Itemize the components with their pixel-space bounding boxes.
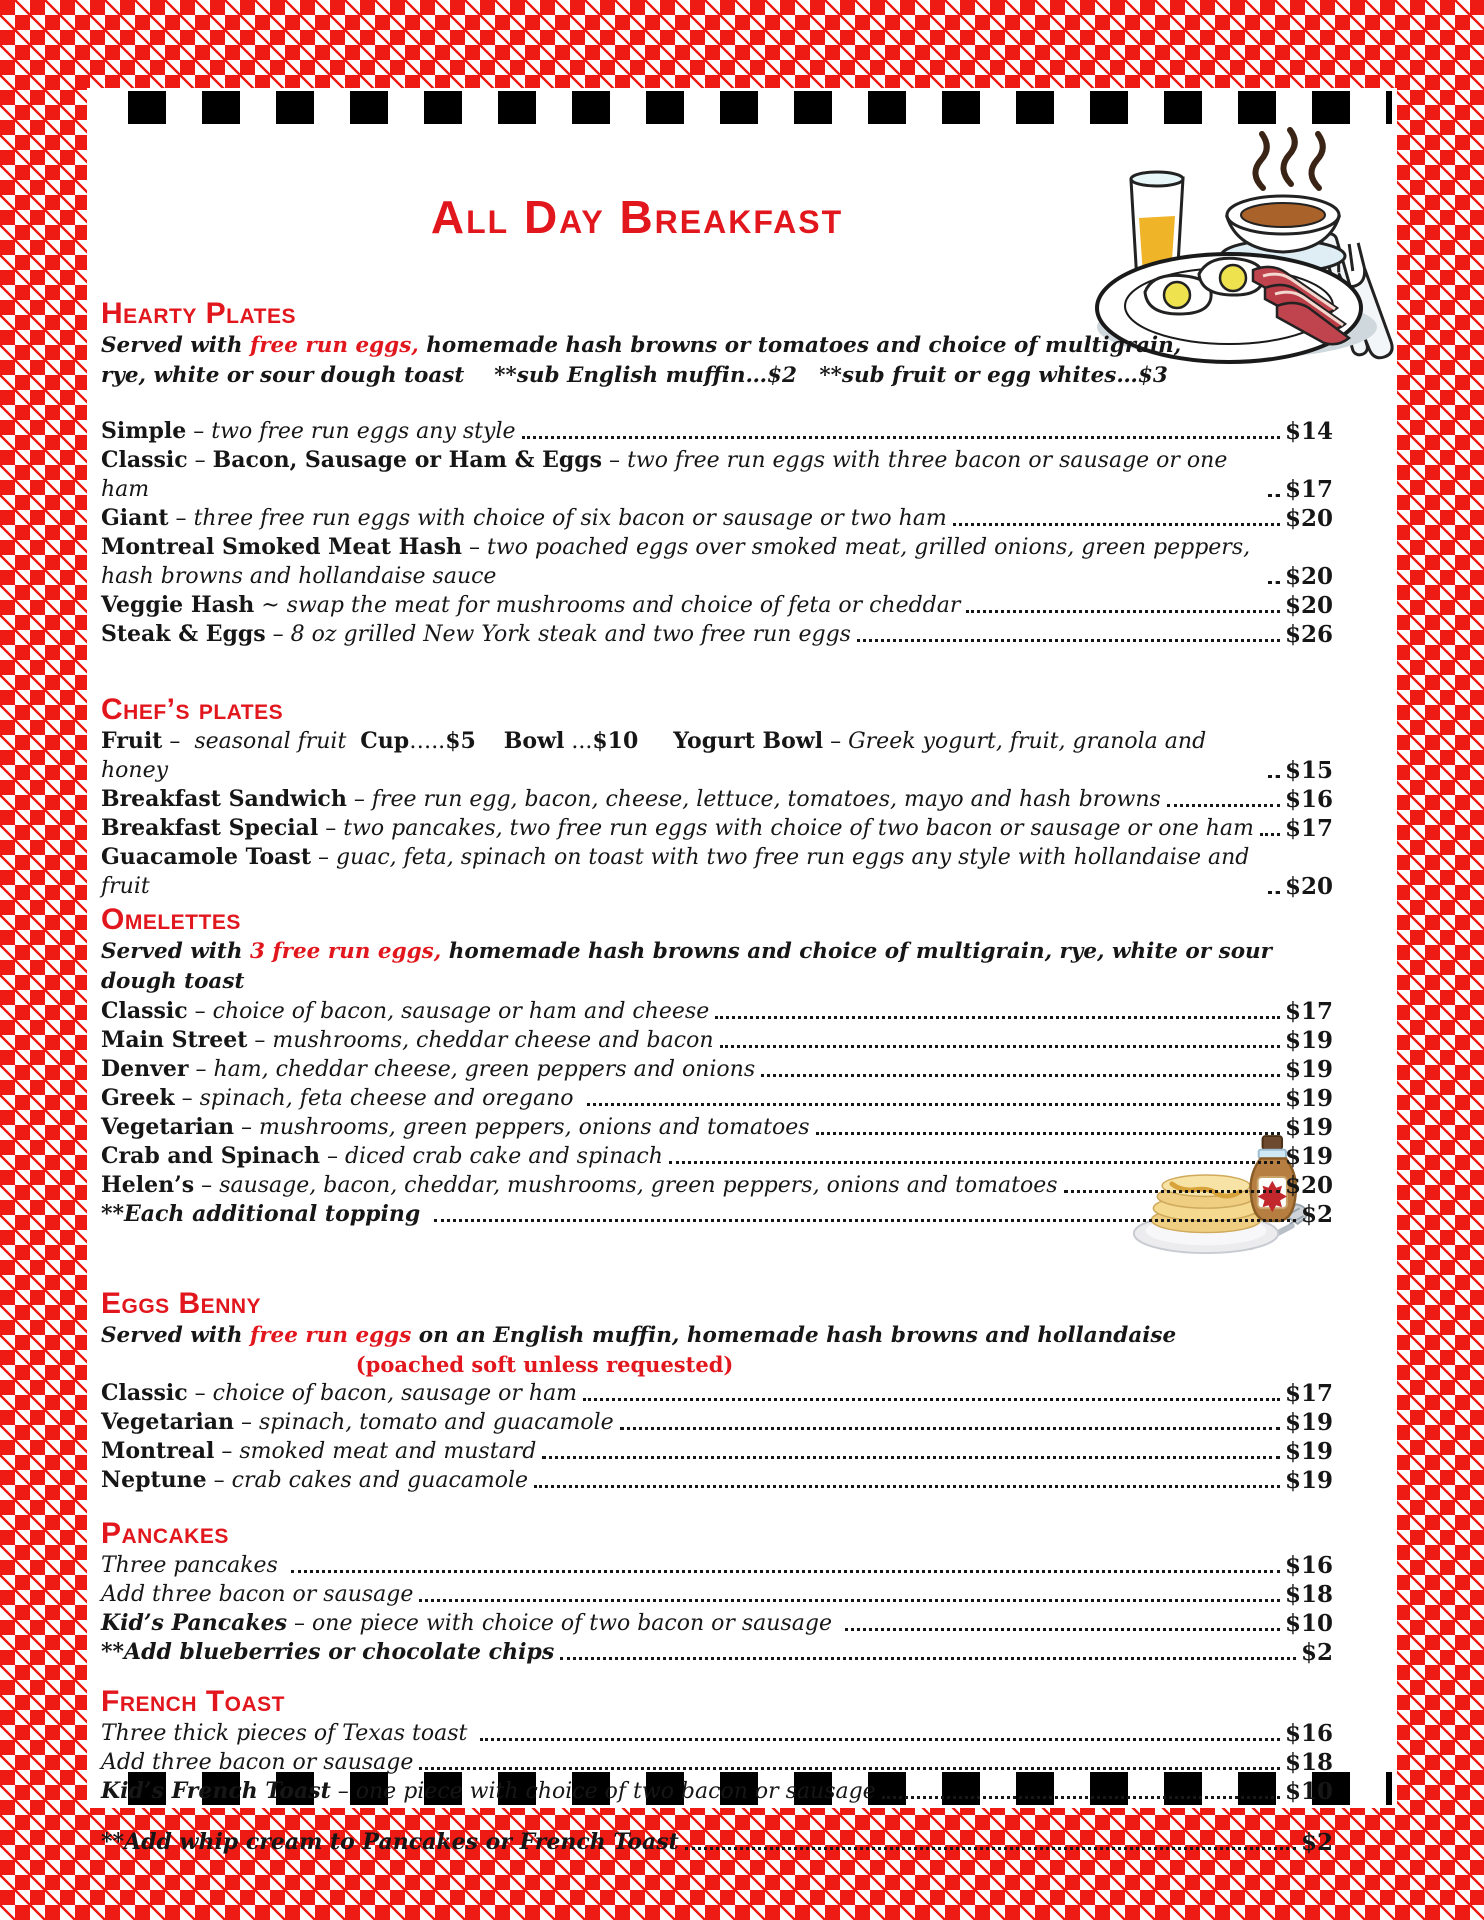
item-price: $17 [1284,815,1333,842]
item-description: Three thick pieces of Texas toast [101,1721,475,1746]
item-description: spinach, feta cheese and oregano [199,1086,581,1111]
item-description: diced crab cake and spinach [344,1144,663,1169]
section-title: Eggs Benny [101,1287,262,1320]
menu-item [101,785,1333,814]
item-description: crab cakes and guacamole [231,1468,529,1493]
item-text [101,1055,755,1084]
item-text [101,620,851,649]
section-intro-line [101,361,1333,391]
item-text [101,843,1262,901]
item-text [101,1580,413,1609]
item-text [101,1113,810,1142]
dot-leader [720,1045,1280,1048]
item-description: two poached eggs over smoked meat, grilled onions, green peppers, hash browns and hollandaise sauce [101,535,1258,589]
menu-item [101,1828,1333,1857]
item-description: – [287,1611,313,1636]
menu-item [101,1719,1333,1748]
item-description: Three pancakes [101,1553,285,1578]
section-intro-line [101,937,1333,997]
dot-leader [522,436,1280,439]
menu-item [101,504,1333,533]
item-price: $19 [1284,1027,1333,1054]
item-name: Vegetarian [101,1114,235,1140]
item-name: Kid’s French Toast [101,1778,331,1804]
menu-item [101,997,1333,1026]
dot-leader [1268,494,1280,497]
section-note: (poached soft unless requested) [355,1352,734,1377]
item-price: $16 [1284,1720,1333,1747]
item-text [101,1719,474,1748]
item-price: $16 [1284,1552,1333,1579]
menu-item [101,727,1333,785]
item-description: – [462,535,488,560]
item-text [101,504,947,533]
item-description: – [186,419,212,444]
menu-item [101,1142,1333,1171]
section-intro-line [101,1321,1333,1351]
item-text [101,1437,536,1466]
intro-text: on an English muffin, homemade hash browns and hollandaise [411,1323,1177,1348]
section-title: Omelettes [101,903,241,936]
item-description: – [206,1468,232,1493]
menu-item [101,1026,1333,1055]
item-price: $10 [1284,1610,1333,1637]
item-name: Montreal [101,1438,215,1464]
item-name: Cup [360,728,410,754]
intro-text: Served with [101,939,250,964]
item-description: Add three bacon or sausage [101,1750,414,1775]
item-description: – [310,845,336,870]
menu-item [101,1408,1333,1437]
section-eggs-benny [101,1287,1333,1495]
dot-leader [419,1599,1280,1602]
item-name: **Each additional topping [101,1201,428,1227]
item-text [101,591,960,620]
item-description: two free run eggs any style [211,419,516,444]
item-name: **Add whip cream to Pancakes or French Toast [101,1829,679,1855]
item-description: – [187,1381,213,1406]
menu-item [101,620,1333,649]
item-price: $2 [1300,1201,1333,1228]
item-price: $14 [1284,418,1333,445]
item-name: Crab and Spinach [101,1143,320,1169]
dot-leader [816,1132,1280,1135]
item-description: – [194,1173,220,1198]
menu-item [101,1379,1333,1408]
item-name: Bacon, Sausage or Ham & Eggs [212,447,603,473]
item-name: Fruit [101,728,163,754]
dot-leader [587,1103,1280,1106]
section-chefs-plates [101,693,1333,901]
dot-leader [583,1398,1280,1401]
dot-leader [761,1074,1280,1077]
item-text [101,446,1262,504]
item-name: Simple [101,418,187,444]
menu-item [101,1171,1333,1200]
item-name: Guacamole Toast [101,844,311,870]
item-name: Classic [101,447,188,473]
dot-leader [1167,804,1280,807]
menu-item [101,1055,1333,1084]
item-description: – [823,729,849,754]
menu-page [87,88,1397,1856]
section-pancakes [101,1517,1333,1667]
dot-leader [882,1796,1280,1799]
section-intro-line [101,331,1333,361]
item-name: Denver [101,1056,189,1082]
item-description: smoked meat and mustard [239,1439,537,1464]
item-name: Main Street [101,1027,248,1053]
item-price: $26 [1284,621,1333,648]
item-description: – [346,787,372,812]
item-price: $20 [1284,1172,1333,1199]
section-title: Pancakes [101,1517,229,1550]
item-description: – [318,816,344,841]
item-name: $10 [592,728,639,754]
item-price: $20 [1284,873,1333,900]
item-description: – [319,1144,345,1169]
item-name: Helen’s [101,1172,195,1198]
item-name: Bowl [503,728,565,754]
item-text [101,533,1262,591]
item-text [101,997,709,1026]
intro-text: Served with [101,1323,250,1348]
item-price: $20 [1284,563,1333,590]
item-name: Neptune [101,1467,207,1493]
dot-leader [419,1767,1280,1770]
item-name: Yogurt Bowl [673,728,824,754]
item-name: Breakfast Special [101,815,319,841]
item-description: – [162,729,195,754]
item-price: $17 [1284,1380,1333,1407]
item-description: mushrooms, green peppers, onions and tomatoes [259,1115,810,1140]
dot-leader [434,1219,1296,1222]
item-text [101,1084,581,1113]
item-description: – [234,1410,260,1435]
item-text [101,1609,839,1638]
item-description: one piece with choice of two bacon or sausage [355,1779,876,1804]
item-description: – [187,448,213,473]
item-description: ham, cheddar cheese, green peppers and onions [213,1057,756,1082]
item-text [101,1171,1058,1200]
item-price: $19 [1284,1143,1333,1170]
item-description: two free run eggs with three bacon or sausage or one ham [101,448,1235,502]
item-text [101,1466,528,1495]
item-price: $2 [1300,1829,1333,1856]
item-name: Giant [101,505,169,531]
dot-leader [953,523,1280,526]
item-description: Greek yogurt, fruit, granola and honey [101,729,1214,783]
item-price: $19 [1284,1409,1333,1436]
item-name: Breakfast Sandwich [101,786,347,812]
item-description: mushrooms, cheddar cheese and bacon [272,1028,714,1053]
menu-item [101,591,1333,620]
item-description: sausage, bacon, cheddar, mushrooms, green peppers, onions and tomatoes [219,1173,1058,1198]
item-description: ... [564,729,593,754]
item-price: $18 [1284,1581,1333,1608]
item-description: guac, feta, spinach on toast with two free run eggs any style with hollandaise and fruit [101,845,1257,899]
item-description: – [330,1779,356,1804]
item-text [101,1551,285,1580]
menu-item [101,1638,1333,1667]
section-title: Hearty Plates [101,297,296,330]
item-text [101,417,516,446]
item-price: $17 [1284,476,1333,503]
menu-item [101,843,1333,901]
item-text [101,1142,663,1171]
item-text [101,1379,577,1408]
menu-item [101,1437,1333,1466]
menu-content [87,127,1397,1856]
section-title: Chef’s plates [101,693,284,726]
item-name: Steak & Eggs [101,621,266,647]
dot-leader [845,1628,1280,1631]
item-description [476,729,504,754]
item-text [101,785,1161,814]
page-title: All Day Breakfast [430,191,844,243]
dot-leader [1268,891,1280,894]
item-text [101,727,1262,785]
dot-leader [669,1161,1280,1164]
item-price: $19 [1284,1056,1333,1083]
dot-leader [715,1016,1280,1019]
menu-sections [101,297,1333,1857]
item-price: $20 [1284,505,1333,532]
item-description: – [188,1057,214,1082]
menu-item [101,1609,1333,1638]
item-name: $5 [445,728,476,754]
item-description [638,729,673,754]
menu-item [101,1748,1333,1777]
dot-leader [857,639,1280,642]
item-description: 8 oz grilled New York steak and two free run eggs [290,622,851,647]
item-name: Classic [101,998,188,1024]
item-description: seasonal fruit [194,729,361,754]
item-text [101,1408,614,1437]
intro-highlight: free run eggs [249,1323,412,1348]
menu-item [101,1580,1333,1609]
menu-item [101,533,1333,591]
item-name: Greek [101,1085,175,1111]
item-name: Veggie Hash [101,592,255,618]
item-description: – [187,999,213,1024]
item-description: swap the meat for mushrooms and choice of feta or cheddar [286,593,961,618]
item-description: – [174,1086,200,1111]
intro-text: homemade hash browns or tomatoes and choice of multigrain, [418,333,1182,358]
item-text [101,814,1254,843]
item-text [101,1200,428,1229]
dot-leader [1260,833,1280,836]
item-price: $16 [1284,786,1333,813]
item-description: – [247,1028,273,1053]
item-description: – [602,448,628,473]
section-hearty-plates [101,297,1333,649]
dot-leader [620,1427,1280,1430]
menu-item [101,1777,1333,1806]
item-price: $19 [1284,1467,1333,1494]
dot-leader [534,1485,1280,1488]
item-name: Classic [101,1380,188,1406]
item-text [101,1026,714,1055]
item-price: $19 [1284,1114,1333,1141]
item-text [101,1638,554,1667]
item-description: free run egg, bacon, cheese, lettuce, tomatoes, mayo and hash browns [371,787,1161,812]
section-extras [101,1828,1333,1857]
item-description: – [214,1439,240,1464]
item-price: $18 [1284,1749,1333,1776]
item-description: ~ [254,593,287,618]
item-price: $20 [1284,592,1333,619]
intro-highlight: free run eggs, [249,333,419,358]
dot-leader [560,1657,1296,1660]
intro-text: Served with [101,333,250,358]
item-price: $15 [1284,757,1333,784]
item-description: choice of bacon, sausage or ham [212,1381,578,1406]
menu-item [101,1113,1333,1142]
menu-item [101,1200,1333,1229]
item-description: Add three bacon or sausage [101,1582,414,1607]
item-description: one piece with choice of two bacon or sausage [312,1611,839,1636]
item-price: $2 [1300,1639,1333,1666]
item-description: – [265,622,291,647]
dot-leader [1268,581,1280,584]
item-price: $19 [1284,1085,1333,1112]
item-price: $17 [1284,998,1333,1025]
item-description: ….. [409,729,446,754]
section-title: French Toast [101,1685,285,1718]
section-french-toast [101,1685,1333,1806]
item-name: Kid’s Pancakes [101,1610,288,1636]
menu-item [101,1466,1333,1495]
item-price: $19 [1284,1438,1333,1465]
dot-leader [966,610,1280,613]
item-description: three free run eggs with choice of six bacon or sausage or two ham [193,506,947,531]
menu-item [101,814,1333,843]
intro-text: rye, white or sour dough toast **sub English muffin…$2 **sub fruit or egg whites…$3 [101,363,1168,388]
menu-item [101,417,1333,446]
menu-item [101,1084,1333,1113]
intro-text: homemade hash browns and choice of multigrain, rye, white or sour dough toast [101,939,1280,994]
dot-leader [291,1570,1280,1573]
item-text [101,1748,413,1777]
item-name: **Add blueberries or chocolate chips [101,1639,555,1665]
dot-leader [1064,1190,1280,1193]
item-description: – [168,506,194,531]
item-price: $10 [1284,1778,1333,1805]
dot-leader [685,1847,1296,1850]
dot-leader [480,1738,1280,1741]
item-name: Montreal Smoked Meat Hash [101,534,463,560]
item-text [101,1828,679,1857]
intro-highlight: 3 free run eggs, [249,939,442,964]
section-omelettes [101,903,1333,1229]
item-name: Vegetarian [101,1409,235,1435]
dot-leader [542,1456,1280,1459]
item-description: spinach, tomato and guacamole [259,1410,614,1435]
item-description: choice of bacon, sausage or ham and cheese [212,999,710,1024]
menu-item [101,1551,1333,1580]
item-text [101,1777,876,1806]
menu-item [101,446,1333,504]
dot-leader [1268,775,1280,778]
item-description: – [234,1115,260,1140]
item-description: two pancakes, two free run eggs with choice of two bacon or sausage or one ham [343,816,1254,841]
